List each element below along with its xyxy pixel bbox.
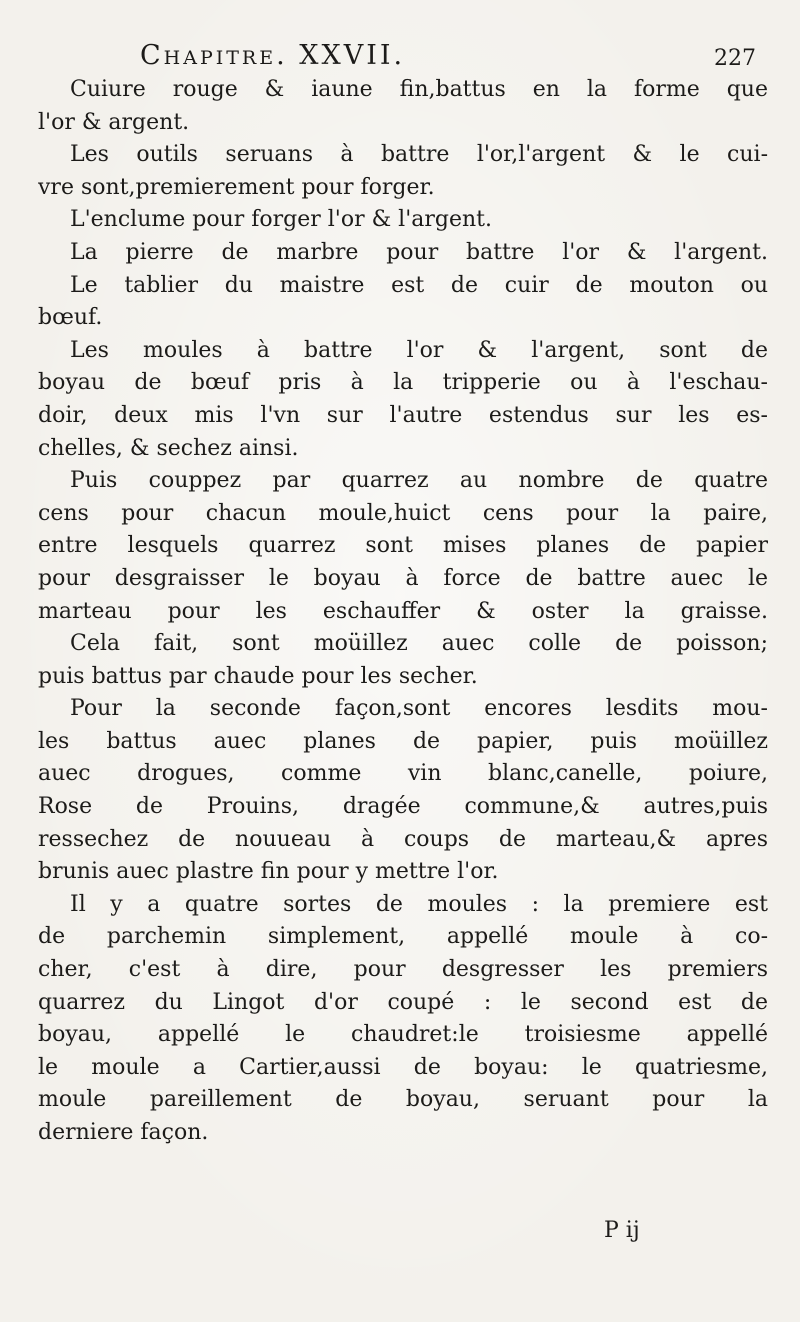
text-line: boyau, appellé le chaudret:le troisiesme appellé	[38, 1022, 768, 1048]
running-head: Chapitre. XXVII.	[140, 40, 406, 71]
text-line: chelles, & sechez ainsi.	[38, 435, 299, 461]
text-line: Les outils seruans à battre l'or,l'argent & le cui-	[70, 142, 768, 168]
text-line: les battus auec planes de papier, puis moüillez	[38, 728, 768, 754]
text-line: cens pour chacun moule,huict cens pour la paire,	[38, 500, 768, 526]
text-line: Le tablier du maistre est de cuir de mouton ou	[70, 272, 768, 298]
signature-mark: P ij	[604, 1218, 640, 1243]
text-line: auec drogues, comme vin blanc,canelle, poiure,	[38, 761, 768, 787]
text-line: entre lesquels quarrez sont mises planes de papier	[38, 533, 768, 559]
text-line: Les moules à battre l'or & l'argent, sont de	[70, 337, 768, 363]
text-line: cher, c'est à dire, pour desgresser les premiers	[38, 957, 768, 983]
text-line: doir, deux mis l'vn sur l'autre estendus sur les es-	[38, 402, 768, 428]
text-line: le moule a Cartier,aussi de boyau: le quatriesme,	[38, 1054, 768, 1080]
text-line: l'or & argent.	[38, 109, 190, 135]
text-line: de parchemin simplement, appellé moule à co-	[38, 924, 768, 950]
text-line: brunis auec plastre fin pour y mettre l'or.	[38, 859, 499, 885]
text-line: derniere façon.	[38, 1120, 209, 1145]
text-line: moule pareillement de boyau, seruant pour la	[38, 1087, 768, 1113]
text-line: Il y a quatre sortes de moules : la premiere est	[70, 891, 768, 917]
text-line: Cela fait, sont moüillez auec colle de poisson;	[70, 631, 768, 657]
text-line: ressechez de nouueau à coups de marteau,& apres	[38, 826, 768, 852]
text-line: Rose de Prouins, dragée commune,& autres,puis	[38, 794, 768, 820]
text-line: puis battus par chaude pour les secher.	[38, 663, 478, 689]
text-line: La pierre de marbre pour battre l'or & l'argent.	[70, 239, 768, 265]
text-line: bœuf.	[38, 305, 103, 331]
text-line: pour desgraisser le boyau à force de battre auec le	[38, 565, 768, 591]
text-line: boyau de bœuf pris à la tripperie ou à l'eschau-	[38, 370, 768, 396]
page-number: 227	[714, 46, 756, 71]
text-line: vre sont,premierement pour forger.	[38, 174, 435, 200]
text-line: Puis couppez par quarrez au nombre de quatre	[70, 468, 768, 494]
text-line: L'enclume pour forger l'or & l'argent.	[70, 207, 493, 233]
text-line: Cuiure rouge & iaune fin,battus en la forme que	[70, 77, 768, 102]
text-line: marteau pour les eschauffer & oster la graisse.	[38, 598, 768, 624]
text-line: Pour la seconde façon,sont encores lesdits mou-	[70, 696, 768, 722]
body-text	[38, 74, 768, 1150]
text-line: quarrez du Lingot d'or coupé : le second est de	[38, 989, 768, 1015]
